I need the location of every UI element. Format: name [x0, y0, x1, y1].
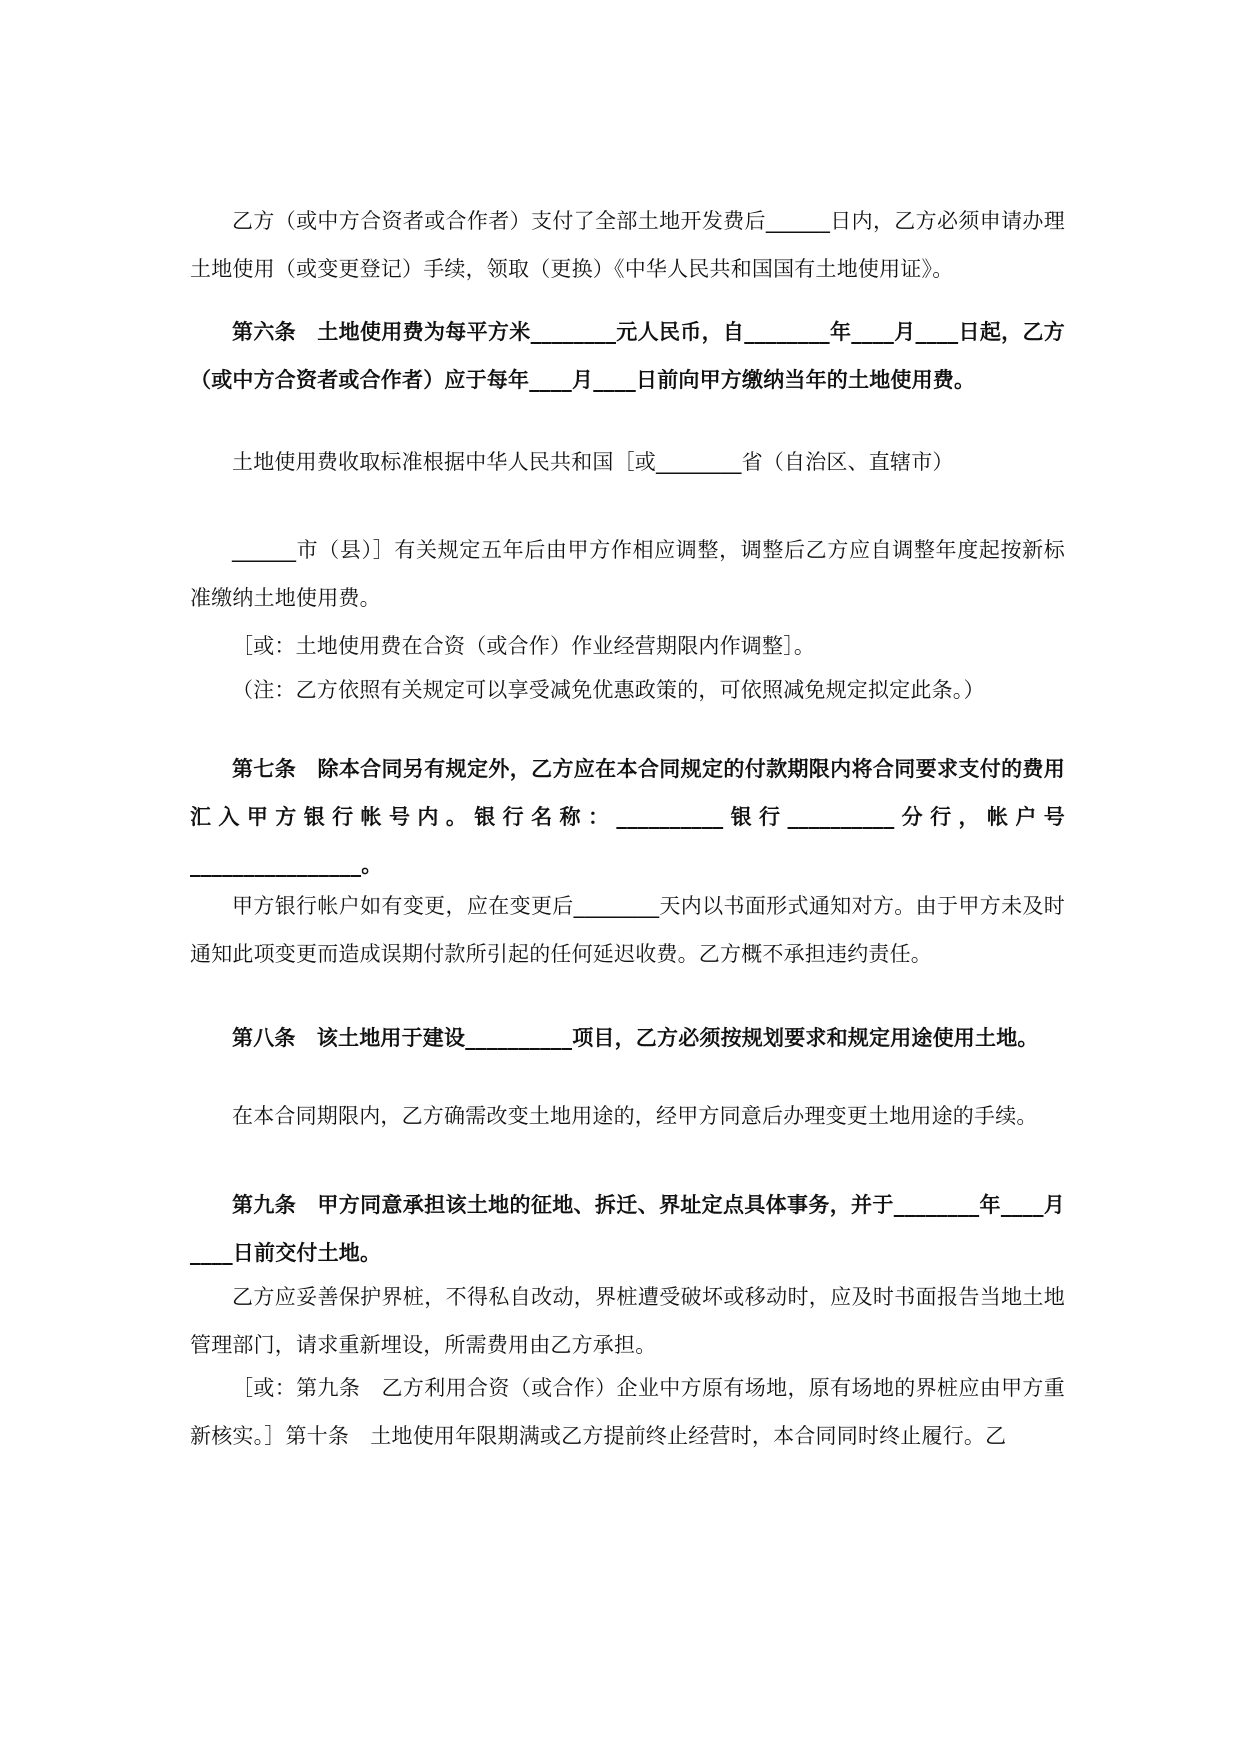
article-6-land-use-fee: 第六条 土地使用费为每平方米________元人民币，自________年____月____日起，乙方（或中方合资者或合作者）应于每年____月____日前向甲方缴纳当年的土地使用费。: [190, 320, 1065, 392]
paragraph-development-fee: 乙方（或中方合资者或合作者）支付了全部土地开发费后______日内，乙方必须申请办理土地使用（或变更登记）手续，领取（更换）《中华人民共和国国有土地使用证》。: [190, 209, 1065, 281]
paragraph-bank-change: 甲方银行帐户如有变更，应在变更后________天内以书面形式通知对方。由于甲方未及时通知此项变更而造成误期付款所引起的任何延迟收费。乙方概不承担违约责任。: [190, 894, 1065, 966]
paragraph-fee-alternative: ［或：土地使用费在合资（或合作）作业经营期限内作调整］。: [232, 634, 816, 658]
paragraph-note: （注：乙方依照有关规定可以享受减免优惠政策的，可依照减免规定拟定此条。）: [232, 678, 985, 702]
paragraph-fee-standard: 土地使用费收取标准根据中华人民共和国［或________省（自治区、直辖市）: [232, 450, 954, 474]
article-7-payment: 第七条 除本合同另有规定外，乙方应在本合同规定的付款期限内将合同要求支付的费用汇入甲方银行帐号内。银行名称：__________银行__________分行，帐户号________________。: [190, 757, 1065, 877]
paragraph-boundary-markers: 乙方应妥善保护界桩，不得私自改动，界桩遭受破坏或移动时，应及时书面报告当地土地管理部门，请求重新埋设，所需费用由乙方承担。: [190, 1285, 1065, 1357]
paragraph-change-purpose: 在本合同期限内，乙方确需改变土地用途的，经甲方同意后办理变更土地用途的手续。: [232, 1104, 1038, 1128]
article-8-land-purpose: 第八条 该土地用于建设__________项目，乙方必须按规划要求和规定用途使用土地。: [232, 1026, 1039, 1050]
article-9-land-delivery: 第九条 甲方同意承担该土地的征地、拆迁、界址定点具体事务，并于________年____月____日前交付土地。: [190, 1193, 1065, 1265]
paragraph-fee-adjustment: ______市（县）］有关规定五年后由甲方作相应调整，调整后乙方应自调整年度起按新标准缴纳土地使用费。: [190, 538, 1065, 610]
paragraph-article-10: ［或：第九条 乙方利用合资（或合作）企业中方原有场地，原有场地的界桩应由甲方重新核实。］第十条 土地使用年限期满或乙方提前终止经营时，本合同同时终止履行。乙: [190, 1376, 1065, 1448]
